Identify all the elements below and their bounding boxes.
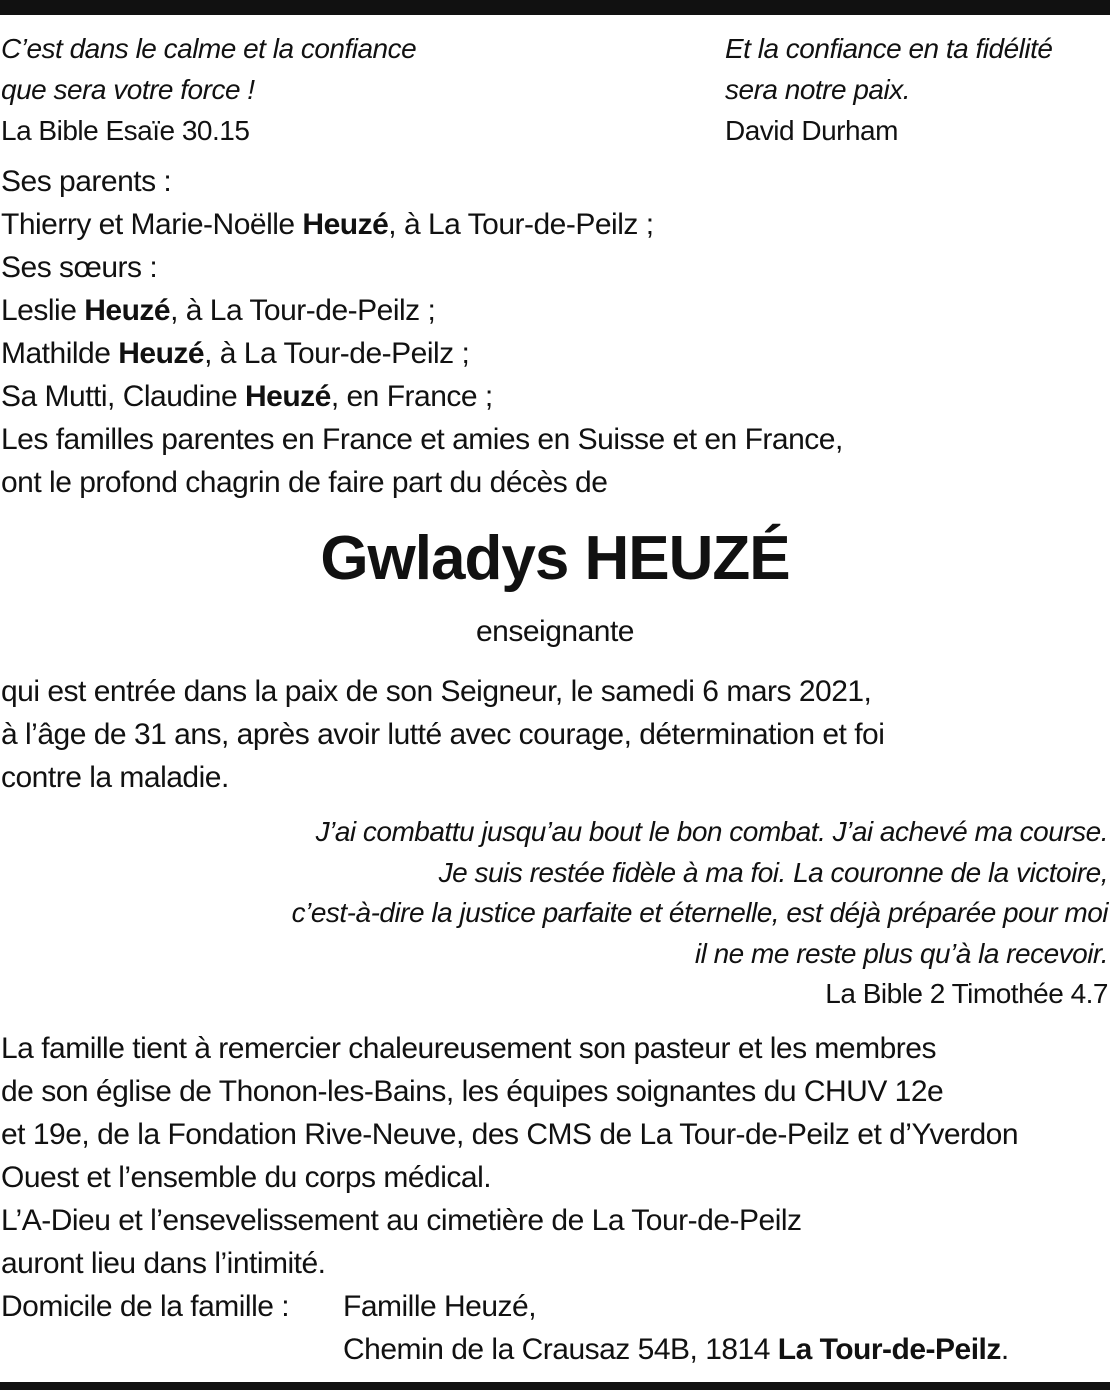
epigraph-right-source: David Durham xyxy=(725,115,898,146)
epigraph-right-line: Et la confiance en ta fidélité xyxy=(725,33,1053,64)
thanks-line: de son église de Thonon-les-Bains, les équipes soignantes du CHUV 12e xyxy=(1,1075,944,1108)
funeral-line: auront lieu dans l’intimité. xyxy=(1,1247,326,1280)
address-label-spacer xyxy=(1,1328,343,1371)
sister-place: , à La Tour-de-Peilz ; xyxy=(170,294,436,327)
address-street: Chemin de la Crausaz 54B, 1814 xyxy=(343,1333,778,1366)
announcement-line: ont le profond chagrin de faire part du décès de xyxy=(1,466,608,499)
thanks-line: et 19e, de la Fondation Rive-Neuve, des CMS de La Tour-de-Peilz et d’Yverdon xyxy=(1,1118,1019,1151)
thanks-line: Ouest et l’ensemble du corps médical. xyxy=(1,1161,492,1194)
address-row xyxy=(1,1328,1009,1371)
sister-surname: Heuzé xyxy=(84,294,171,327)
epigraph-left-line: C’est dans le calme et la confiance xyxy=(1,33,417,64)
epigraph-left-source: La Bible Esaïe 30.15 xyxy=(1,115,250,146)
thanks-paragraph xyxy=(1,1027,1018,1285)
verse-line: c’est-à-dire la justice parfaite et éternelle, est déjà préparée pour moi xyxy=(291,897,1108,928)
mutti-place: , en France ; xyxy=(330,380,493,413)
funeral-line: L’A-Dieu et l’ensevelissement au cimetière de La Tour-de-Peilz xyxy=(1,1204,802,1237)
parents-label: Ses parents : xyxy=(1,165,172,198)
thanks-line: La famille tient à remercier chaleureusement son pasteur et les membres xyxy=(1,1032,936,1065)
bible-verse xyxy=(292,812,1108,1015)
address-line xyxy=(343,1328,1009,1371)
address-end: . xyxy=(1000,1333,1009,1366)
sister-place: , à La Tour-de-Peilz ; xyxy=(204,337,470,370)
family-list xyxy=(1,160,843,504)
deceased-occupation: enseignante xyxy=(476,615,634,648)
deceased-name: Gwladys HEUZÉ xyxy=(320,524,790,593)
relatives-line: Les familles parentes en France et amies en Suisse et en France, xyxy=(1,423,843,456)
parents-place: , à La Tour-de-Peilz ; xyxy=(388,208,654,241)
sister-line xyxy=(1,332,843,375)
paragraph-line: contre la maladie. xyxy=(1,761,229,794)
verse-line: Je suis restée fidèle à ma foi. La couronne de la victoire, xyxy=(438,856,1108,888)
bottom-rule xyxy=(0,1382,1110,1390)
parents-names: Thierry et Marie-Noëlle xyxy=(1,208,303,241)
epigraph-left xyxy=(1,28,416,151)
verse-line: il ne me reste plus qu’à la recevoir. xyxy=(694,937,1108,969)
parents-surname: Heuzé xyxy=(302,208,389,241)
top-rule xyxy=(0,0,1110,15)
address-line: Famille Heuzé, xyxy=(343,1290,537,1323)
paragraph-line: qui est entrée dans la paix de son Seigneur, le samedi 6 mars 2021, xyxy=(1,675,872,708)
address-label: Domicile de la famille : xyxy=(1,1290,290,1323)
mutti-name: Sa Mutti, Claudine xyxy=(1,380,245,413)
epigraph-right-line: sera notre paix. xyxy=(725,74,910,105)
mutti-line xyxy=(1,375,843,418)
mutti-surname: Heuzé xyxy=(244,380,331,413)
sister-line xyxy=(1,289,843,332)
verse-source: La Bible 2 Timothée 4.7 xyxy=(825,978,1108,1009)
sister-surname: Heuzé xyxy=(118,337,205,370)
verse-line: J’ai combattu jusqu’au bout le bon combat. J’ai achevé ma course. xyxy=(315,816,1108,847)
sister-name: Mathilde xyxy=(1,337,119,370)
epigraph-right xyxy=(725,28,1052,151)
address-row xyxy=(1,1285,1009,1328)
parents-line xyxy=(1,203,843,246)
address-city: La Tour-de-Peilz xyxy=(777,1333,1001,1366)
paragraph-line: à l’âge de 31 ans, après avoir lutté avec courage, détermination et foi xyxy=(1,718,885,751)
sister-name: Leslie xyxy=(1,294,85,327)
death-paragraph xyxy=(1,670,884,799)
family-address xyxy=(1,1285,1009,1371)
sisters-label: Ses sœurs : xyxy=(1,251,158,284)
epigraph-left-line: que sera votre force ! xyxy=(1,74,255,105)
